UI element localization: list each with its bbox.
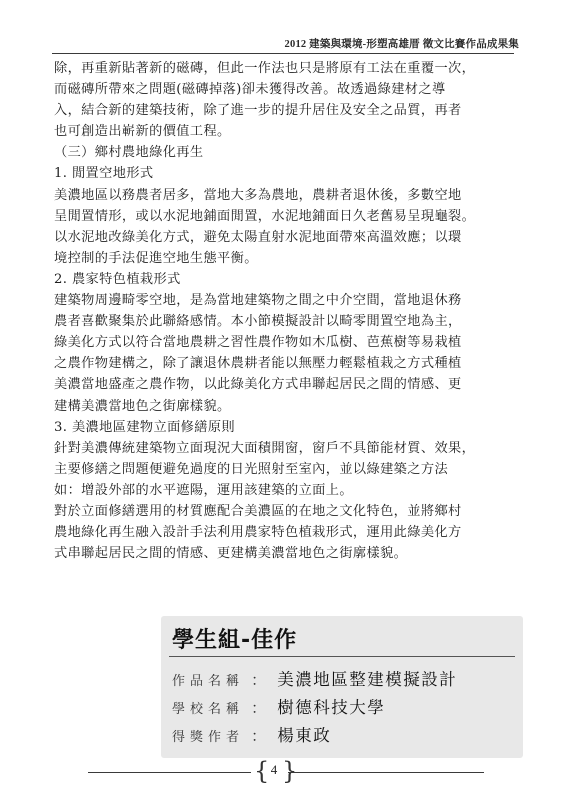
running-header: 2012 建築與環境-形塑高雄厝 徵文比賽作品成果集 xyxy=(284,39,519,50)
body-line: 以水泥地改綠美化方式，避免太陽直射水泥地面帶來高溫效應；以環 xyxy=(54,229,462,245)
body-line: 之農作物建構之，除了讓退休農耕者能以無壓力輕鬆植栽之方式種植 xyxy=(54,356,462,372)
body-line: 除，再重新貼著新的磁磚，但此一作法也只是將原有工法在重覆一次， xyxy=(54,61,476,76)
article-body xyxy=(54,58,516,564)
body-line: 而磁磚所帶來之問題(磁磚掉落)卻未獲得改善。故透過綠建材之導 xyxy=(54,82,446,98)
body-line: 也可創造出嶄新的價值工程。 xyxy=(54,124,231,140)
left-brace-ornament: { xyxy=(254,757,270,785)
award-label: 作品名稱 xyxy=(172,674,245,689)
footer-rule-left xyxy=(88,772,251,773)
award-row-work-title xyxy=(172,666,457,690)
body-line: 農地綠化再生融入設計手法利用農家特色植栽形式，運用此綠美化方 xyxy=(54,525,462,541)
body-line: 建築物周邊畸零空地，是為當地建築物之間之中介空間，當地退休務 xyxy=(54,293,462,309)
body-line: 主要修繕之問題便避免過度的日光照射至室內，並以綠建築之方法 xyxy=(54,461,449,477)
body-line: 呈閒置情形，或以水泥地鋪面閒置，水泥地鋪面日久老舊易呈現龜裂。 xyxy=(54,208,476,224)
footer-rule-right xyxy=(288,772,484,773)
award-colon: ： xyxy=(251,727,267,745)
body-line: 入，結合新的建築技術，除了進一步的提升居住及安全之品質，再者 xyxy=(54,103,462,119)
body-line: 農者喜歡聚集於此聯絡感情。本小節模擬設計以畸零閒置空地為主， xyxy=(54,314,462,330)
body-line: 建構美濃當地色之街廓樣貌。 xyxy=(54,398,231,414)
body-line: 式串聯起居民之間的情感、更建構美濃當地色之街廓樣貌。 xyxy=(54,546,408,562)
award-value: 樹德科技大學 xyxy=(277,698,386,717)
award-colon: ： xyxy=(251,671,267,689)
header-divider xyxy=(52,53,514,54)
award-value: 楊東政 xyxy=(277,726,332,745)
body-line: 美濃地區以務農者居多，當地大多為農地，農耕者退休後，多數空地 xyxy=(54,187,462,203)
body-line: 針對美濃傳統建築物立面現況大面積開窗，窗戶不具節能材質、效果， xyxy=(54,440,476,456)
subsection-heading: 3. 美濃地區建物立面修繕原則 xyxy=(54,419,236,435)
body-line: 綠美化方式以符合當地農耕之習性農作物如木瓜樹、芭蕉樹等易栽植 xyxy=(54,335,462,351)
award-row-school xyxy=(172,694,385,718)
section-heading: （三）鄉村農地綠化再生 xyxy=(54,145,204,161)
award-value: 美濃地區整建模擬設計 xyxy=(277,670,458,689)
subsection-heading: 2. 農家特色植栽形式 xyxy=(54,271,181,287)
body-line: 如：增設外部的水平遮陽，運用該建築的立面上。 xyxy=(54,482,353,498)
body-line: 境控制的手法促進空地生態平衡。 xyxy=(54,250,258,266)
award-info-box xyxy=(161,616,523,758)
right-brace-ornament: } xyxy=(282,757,298,785)
body-line: 對於立面修繕選用的材質應配合美濃區的在地之文化特色，並將鄉村 xyxy=(54,503,462,519)
award-label: 學校名稱 xyxy=(172,702,245,717)
award-title: 學生組-佳作 xyxy=(172,628,298,653)
page-number: 4 xyxy=(270,762,278,777)
award-colon: ： xyxy=(251,699,267,717)
body-line: 美濃當地盛產之農作物，以此綠美化方式串聯起居民之間的情感、更 xyxy=(54,377,462,393)
award-title-divider xyxy=(169,656,515,657)
subsection-heading: 1. 閒置空地形式 xyxy=(54,166,154,182)
award-row-author xyxy=(172,722,331,746)
award-label: 得獎作者 xyxy=(172,730,245,745)
